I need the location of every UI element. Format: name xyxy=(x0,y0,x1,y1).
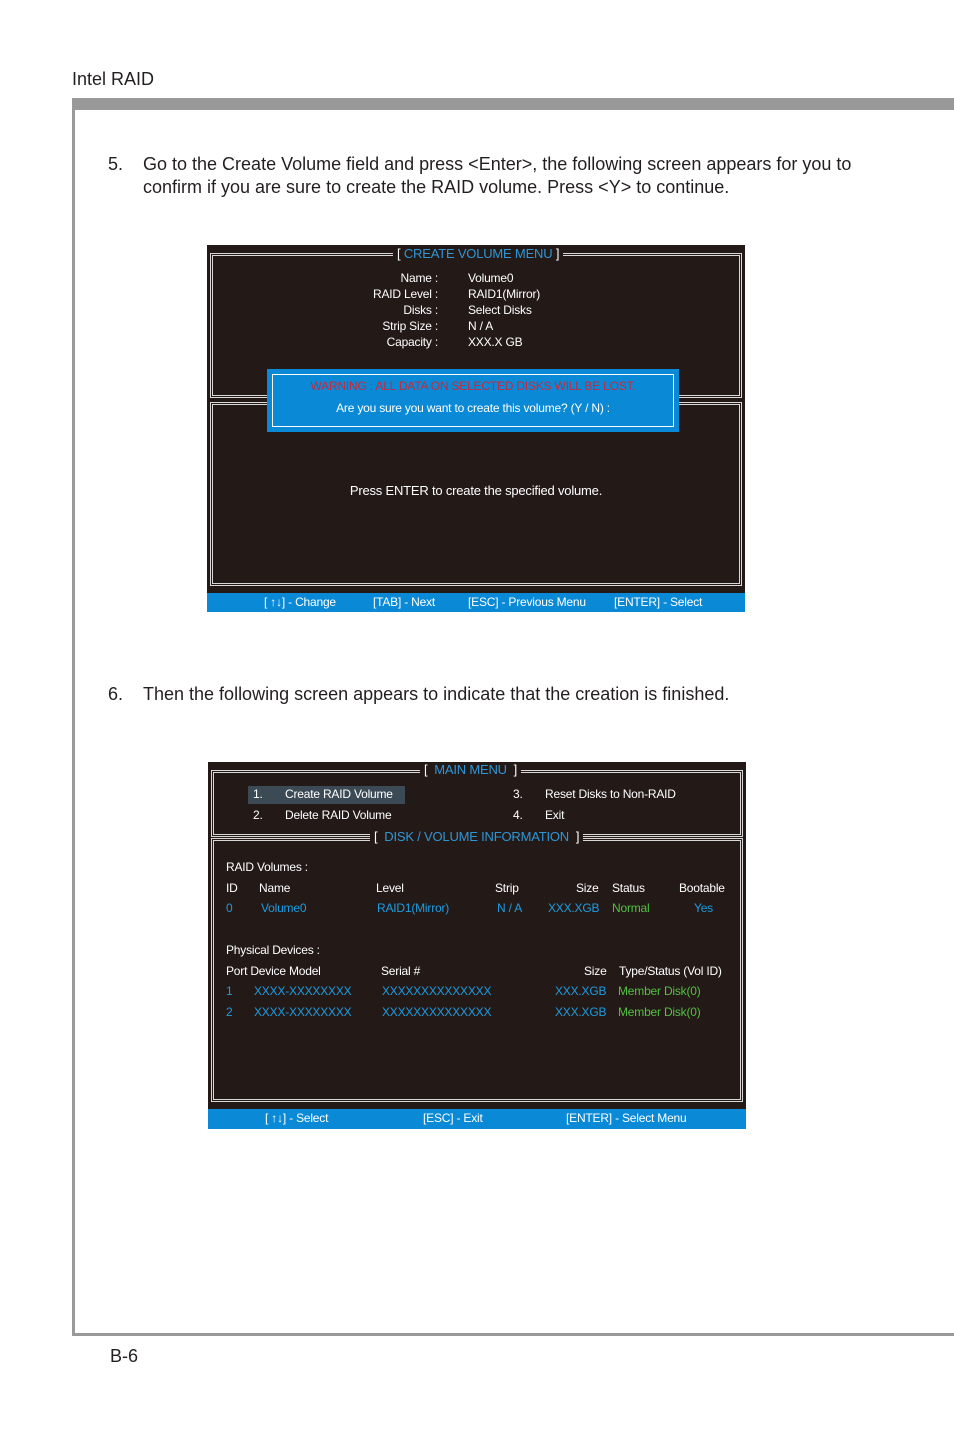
step-5 xyxy=(108,153,888,201)
col-id: ID xyxy=(226,881,238,895)
col-type-status: Type/Status (Vol ID) xyxy=(619,964,722,978)
cell-level: RAID1(Mirror) xyxy=(377,901,450,915)
menu-item-number: 2. xyxy=(253,808,263,822)
info-title-box: [ DISK / VOLUME INFORMATION ] xyxy=(370,829,583,844)
col-size: Size xyxy=(584,964,607,978)
hint-select: [ENTER] - Select xyxy=(614,595,703,609)
cell-type-status: Member Disk(0) xyxy=(618,1005,701,1019)
hint-change: [ ↑↓] - Change xyxy=(264,595,336,609)
table-row[interactable] xyxy=(226,901,736,917)
volume-table-header xyxy=(226,881,736,897)
header-rule xyxy=(72,98,954,110)
menu-item-reset-disks[interactable] xyxy=(508,786,708,804)
field-label: Disks : xyxy=(403,303,438,317)
cell-size: XXX.XGB xyxy=(548,901,600,915)
cell-type-status: Member Disk(0) xyxy=(618,984,701,998)
cell-model: XXXX-XXXXXXXX xyxy=(254,1005,352,1019)
menu-item-number: 3. xyxy=(513,787,523,801)
left-rule xyxy=(72,110,75,1336)
col-size: Size xyxy=(576,881,599,895)
field-value: XXX.X GB xyxy=(468,335,523,349)
col-name: Name xyxy=(259,881,291,895)
table-row[interactable] xyxy=(226,984,736,1000)
main-menu-screen xyxy=(208,762,746,1129)
col-port-device-model: Port Device Model xyxy=(226,964,321,978)
menu-item-exit[interactable] xyxy=(508,807,708,825)
hint-next: [TAB] - Next xyxy=(373,595,436,609)
hint-select-menu: [ENTER] - Select Menu xyxy=(566,1111,687,1125)
step-number: 5. xyxy=(108,154,124,174)
field-value: N / A xyxy=(468,319,494,333)
menu-item-label: Delete RAID Volume xyxy=(285,808,392,822)
hint-exit: [ESC] - Exit xyxy=(423,1111,483,1125)
menu-item-delete-raid-volume[interactable] xyxy=(248,807,405,825)
cell-id: 0 xyxy=(226,901,233,915)
physical-devices-label: Physical Devices : xyxy=(226,943,320,957)
hint-select: [ ↑↓] - Select xyxy=(265,1111,329,1125)
cell-model: XXXX-XXXXXXXX xyxy=(254,984,352,998)
step-6 xyxy=(108,683,888,707)
section-title: Intel RAID xyxy=(72,69,155,89)
main-menu-title-box: [ MAIN MENU ] xyxy=(420,762,521,777)
warning-text: WARNING : ALL DATA ON SELECTED DISKS WILL BE LOST. xyxy=(310,379,636,393)
create-volume-screen xyxy=(207,245,745,612)
field-label: RAID Level : xyxy=(373,287,438,301)
screen-title: [ CREATE VOLUME MENU ] xyxy=(393,246,563,261)
menu-item-number: 4. xyxy=(513,808,523,822)
confirm-prompt[interactable]: Are you sure you want to create this volume? (Y / N) : xyxy=(336,401,610,415)
field-label: Strip Size : xyxy=(382,319,438,333)
table-row[interactable] xyxy=(226,1005,736,1021)
page-number: B-6 xyxy=(110,1346,139,1366)
cell-bootable: Yes xyxy=(694,901,713,915)
raid-volumes-label: RAID Volumes : xyxy=(226,860,308,874)
cell-port: 2 xyxy=(226,1005,233,1019)
main-menu-title: MAIN MENU xyxy=(434,762,507,777)
help-text: Press ENTER to create the specified volume. xyxy=(349,483,603,498)
cell-strip: N / A xyxy=(497,901,523,915)
col-status: Status xyxy=(612,881,645,895)
field-label: Name : xyxy=(400,271,438,285)
field-value: Select Disks xyxy=(468,303,532,317)
cell-port: 1 xyxy=(226,984,233,998)
field-value: Volume0 xyxy=(468,271,514,285)
menu-item-label: Exit xyxy=(545,808,565,822)
create-volume-menu-title: CREATE VOLUME MENU xyxy=(403,246,553,261)
cell-size: XXX.XGB xyxy=(555,984,607,998)
cell-serial: XXXXXXXXXXXXXX xyxy=(382,984,492,998)
col-bootable: Bootable xyxy=(679,881,725,895)
menu-item-create-raid-volume[interactable] xyxy=(248,786,405,804)
confirm-dialog xyxy=(267,369,679,432)
field-label: Capacity : xyxy=(386,335,438,349)
col-level: Level xyxy=(376,881,404,895)
device-table-header xyxy=(226,964,736,980)
menu-item-number: 1. xyxy=(253,787,263,801)
step-text: Go to the Create Volume field and press <Enter>, the following screen appears for you to confirm if you are sure to create the RAID volume. Press <Y> to continue. xyxy=(143,154,852,197)
step-number: 6. xyxy=(108,684,124,704)
menu-item-label: Reset Disks to Non-RAID xyxy=(545,787,676,801)
hint-previous-menu: [ESC] - Previous Menu xyxy=(468,595,586,609)
step-text: Then the following screen appears to indicate that the creation is finished. xyxy=(143,684,730,704)
col-serial: Serial # xyxy=(381,964,421,978)
status-bar xyxy=(207,593,745,612)
col-strip: Strip xyxy=(495,881,519,895)
cell-serial: XXXXXXXXXXXXXX xyxy=(382,1005,492,1019)
status-bar xyxy=(208,1109,746,1129)
footer-rule xyxy=(72,1333,954,1336)
cell-status: Normal xyxy=(612,901,650,915)
cell-size: XXX.XGB xyxy=(555,1005,607,1019)
menu-item-label: Create RAID Volume xyxy=(285,787,393,801)
field-value: RAID1(Mirror) xyxy=(468,287,541,301)
disk-volume-info-title: DISK / VOLUME INFORMATION xyxy=(384,829,569,844)
cell-name: Volume0 xyxy=(261,901,307,915)
